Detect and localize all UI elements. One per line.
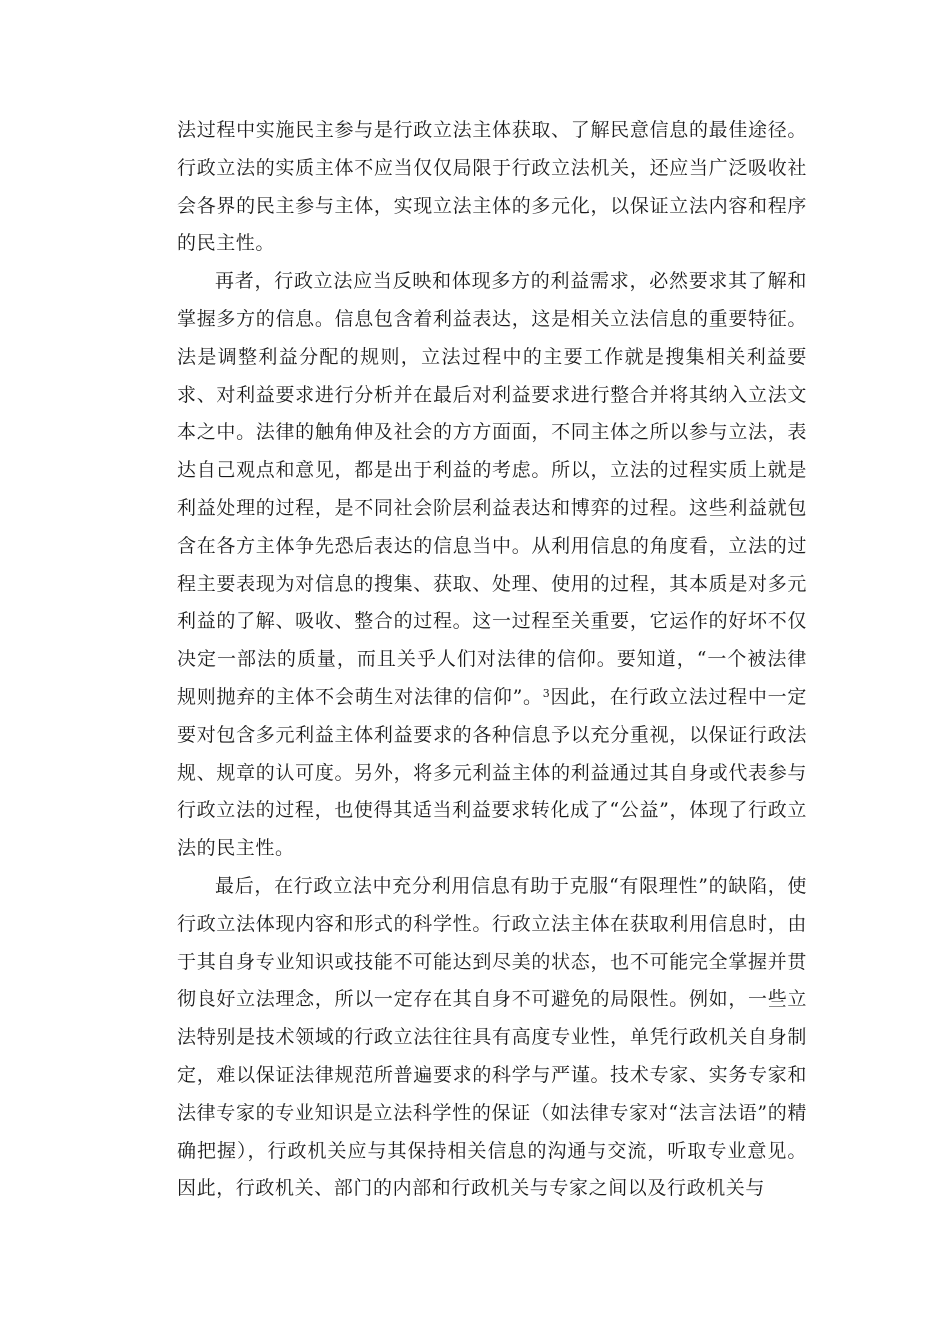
footnote-marker: 3 <box>542 686 551 700</box>
paragraph-continuation: 法过程中实施民主参与是行政立法主体获取、了解民意信息的最佳途径。行政立法的实质主体不应当仅仅局限于行政立法机关，还应当广泛吸收社会各界的民主参与主体，实现立法主体的多元化，以保证立法内容和程序的民主性。 <box>177 119 807 255</box>
paragraph-interests-part2: 因此，在行政立法过程中一定要对包含多元利益主体利益要求的各种信息予以充分重视，以保证行政法规、规章的认可度。另外，将多元利益主体的利益通过其自身或代表参与行政立法的过程，也使得其适当利益要求转化成了“公益”，体现了行政立法的民主性。 <box>177 685 807 860</box>
document-body <box>177 112 807 1208</box>
paragraph-interests-part1: 再者，行政立法应当反映和体现多方的利益需求，必然要求其了解和掌握多方的信息。信息包含着利益表达，这是相关立法信息的重要特征。法是调整利益分配的规则，立法过程中的主要工作就是搜集相关利益要求、对利益要求进行分析并在最后对利益要求进行整合并将其纳入立法文本之中。法律的触角伸及社会的方方面面，不同主体之所以参与立法，表达自己观点和意见，都是出于利益的考虑。所以，立法的过程实质上就是利益处理的过程，是不同社会阶层利益表达和博弈的过程。这些利益就包含在各方主体争先恐后表达的信息当中。从利用信息的角度看，立法的过程主要表现为对信息的搜集、获取、处理、使用的过程，其本质是对多元利益的了解、吸收、整合的过程。这一过程至关重要，它运作的好坏不仅决定一部法的质量，而且关乎人们对法律的信仰。要知道，“一个被法律规则抛弃的主体不会萌生对法律的信仰”。 <box>177 270 807 708</box>
paragraph-interests <box>177 263 807 868</box>
paragraph-rationality: 最后，在行政立法中充分利用信息有助于克服“有限理性”的缺陷，使行政立法体现内容和形式的科学性。行政立法主体在获取利用信息时，由于其自身专业知识或技能不可能达到尽美的状态，也不可能完全掌握并贯彻良好立法理念，所以一定存在其自身不可避免的局限性。例如，一些立法特别是技术领域的行政立法往往具有高度专业性，单凭行政机关自身制定，难以保证法律规范所普遍要求的科学与严谨。技术专家、实务专家和法律专家的专业知识是立法科学性的保证（如法律专家对“法言法语”的精确把握），行政机关应与其保持相关信息的沟通与交流，听取专业意见。因此，行政机关、部门的内部和行政机关与专家之间以及行政机关与 <box>177 874 807 1200</box>
